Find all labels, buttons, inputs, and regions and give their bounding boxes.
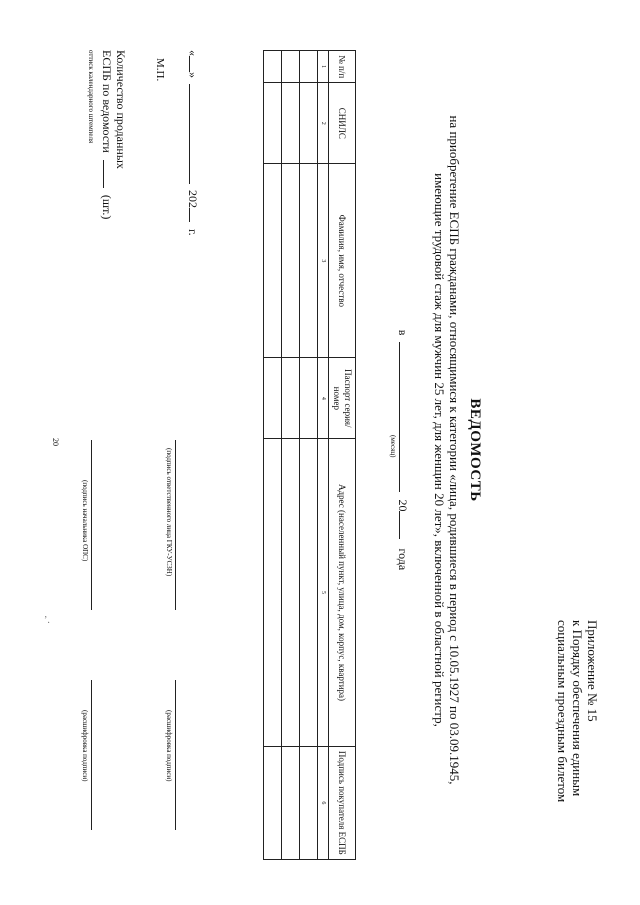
- chief-signature-caption: (подпись начальника ОПС): [81, 480, 89, 562]
- column-number: 4: [318, 358, 329, 439]
- table-row: [264, 51, 282, 860]
- table-cell[interactable]: [300, 164, 318, 358]
- chief-signature-line[interactable]: [91, 440, 92, 610]
- appendix-line-3: социальным проездным билетом: [555, 620, 570, 803]
- period-line: [395, 20, 410, 880]
- table-cell[interactable]: [282, 439, 300, 746]
- table-row: [300, 51, 318, 860]
- quantity-unit: (шт.): [100, 194, 114, 220]
- responsible-signature-line[interactable]: [175, 440, 176, 610]
- column-number: 1: [318, 51, 329, 83]
- table-cell[interactable]: [282, 164, 300, 358]
- month-caption: (месяц): [389, 435, 397, 458]
- year-blank[interactable]: [189, 208, 190, 222]
- table-cell[interactable]: [264, 358, 282, 439]
- column-number-row: [318, 51, 329, 860]
- table-row: [282, 51, 300, 860]
- column-number: 2: [318, 83, 329, 164]
- month-blank[interactable]: [189, 84, 190, 184]
- quantity-line-2: ЕСПБ по ведомости (шт.): [100, 50, 114, 220]
- quantity-blank[interactable]: [103, 160, 104, 188]
- register-table: [263, 50, 356, 860]
- subtitle-line-2: имеющие трудовой стаж для мужчин 25 лет, для женщин 20 лет», включенной в областной регистр,: [432, 173, 447, 727]
- date-suffix: г.: [186, 229, 200, 236]
- column-number: 3: [318, 164, 329, 358]
- table-cell[interactable]: [264, 439, 282, 746]
- table-cell[interactable]: [300, 439, 318, 746]
- header-full-name: Фамилия, имя, отчество: [329, 164, 356, 358]
- period-prefix: в: [396, 329, 410, 336]
- rotated-form: [81, 20, 600, 880]
- month-blank[interactable]: [399, 342, 400, 492]
- decoding-signature-caption: (расшифровка подписи): [165, 710, 173, 782]
- column-number: 6: [318, 746, 329, 859]
- document-title: ВЕДОМОСТЬ: [467, 398, 483, 502]
- table-cell[interactable]: [282, 358, 300, 439]
- year-suffix: года: [396, 548, 410, 571]
- document-subtitle: [432, 20, 462, 880]
- stamp-caption: оттиск календарного штемпеля: [87, 50, 95, 144]
- page-number: 20: [51, 438, 60, 446]
- table-cell[interactable]: [300, 358, 318, 439]
- year-blank[interactable]: [399, 511, 400, 539]
- date-line: [185, 50, 200, 236]
- decoding-signature-line-2[interactable]: [91, 680, 92, 830]
- table-cell[interactable]: [282, 83, 300, 164]
- column-number: 5: [318, 439, 329, 746]
- decoding-signature-line[interactable]: [175, 680, 176, 830]
- responsible-signature-caption: (подпись ответственного лица ГКУ-УСЗН): [165, 448, 173, 577]
- appendix-block: [555, 620, 600, 880]
- quantity-line-1: Количество проданных: [114, 50, 128, 169]
- table-cell[interactable]: [264, 746, 282, 859]
- day-blank[interactable]: [189, 56, 190, 72]
- table-cell[interactable]: [282, 746, 300, 859]
- table-cell[interactable]: [300, 51, 318, 83]
- appendix-line-1: Приложение № 15: [585, 620, 600, 722]
- table-cell[interactable]: [300, 83, 318, 164]
- stamp-mark: М.П.: [154, 58, 166, 82]
- table-cell[interactable]: [264, 51, 282, 83]
- table-cell[interactable]: [282, 51, 300, 83]
- header-address: Адрес (населенный пункт, улица, дом, корпус, квартира): [329, 439, 356, 746]
- date-open-quote: «: [186, 50, 200, 56]
- quantity-block: [100, 50, 128, 219]
- year-prefix: 20: [396, 499, 410, 512]
- date-close-quote: »: [186, 72, 200, 78]
- appendix-line-2: к Порядку обеспечения единым: [570, 620, 585, 797]
- subtitle-line-1: на приобретение ЕСПБ гражданами, относящимися к категории «лица, родившиеся в период с 10.05.1927 по 03.09.1945,: [447, 115, 462, 785]
- table-cell[interactable]: [300, 746, 318, 859]
- header-passport: Паспорт серия/номер: [329, 358, 356, 439]
- decoding-signature-caption-2: (расшифровка подписи): [81, 710, 89, 782]
- table-cell[interactable]: [264, 83, 282, 164]
- header-snils: СНИЛС: [329, 83, 356, 164]
- table-cell[interactable]: [264, 164, 282, 358]
- header-signature: Подпись покупателя ЕСПБ: [329, 746, 356, 859]
- date-year: 202: [186, 190, 200, 208]
- stray-mark: ’.: [44, 615, 50, 626]
- header-number: № п/п: [329, 51, 356, 83]
